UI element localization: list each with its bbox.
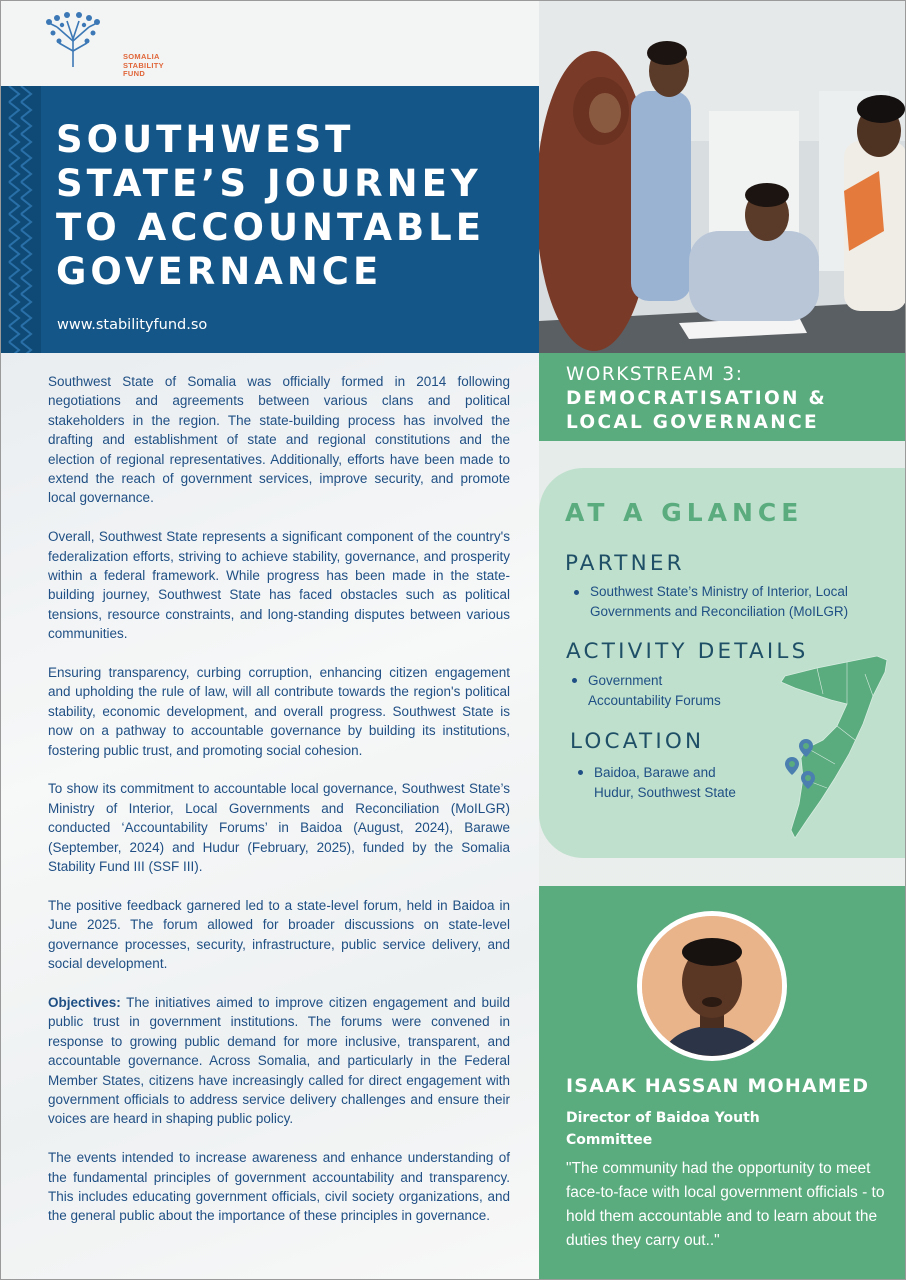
page-title: SOUTHWEST STATE’S JOURNEY TO ACCOUNTABLE GOVERNANCE [56,118,486,293]
paragraph: Overall, Southwest State represents a significant component of the country's federalization efforts, striving to achieve stability, governance, and prosperity within a federal framework. While progress has been made in the state-building journey, Southwest State has faced obstacles such as political tensions, resource constraints, and long-standing disputes between various communities. [48,529,510,642]
paragraph: The events intended to increase awareness and enhance understanding of the fundamental principles of government accountability and transparency. This includes educating government officials, civil society organizations, and the general public about the importance of these principles in governance. [48,1150,510,1224]
avatar [637,911,787,1061]
workstream-number: WORKSTREAM 3: [566,364,744,385]
objectives-label: Objectives: [48,994,121,1010]
profile-role: Director of Baidoa Youth Committee [566,1110,760,1148]
paragraph: Southwest State of Somalia was officially formed in 2014 following negotiations and agreements between various clans and political stakeholders in the region. The state-building process has involved the drafting and establishment of state and regional constitutions and the election of regional representatives. Additionally, efforts have been made to extend the reach of government services, improve security, and promote local governance. [48,374,510,506]
paragraph-objectives: Objectives: The initiatives aimed to improve citizen engagement and build public trust in government institutions. The forums were convened in response to growing public demand for more inclusive, transparent, and accountable governance. Across Somalia, and particularly in the Federal Member States, citizens have increasingly called for direct engagement with government officials to address service delivery challenges and ensure their voices are heard in shaping public policy. [48,994,510,1127]
somalia-stability-fund-logo [45,9,164,85]
paragraph: Ensuring transparency, curbing corruption, enhancing citizen engagement and upholding the rule of law, will all contribute towards the region's political stability, economic development, and overall progress. Southwest State is now on a pathway to accountable governance by building its institutions, fostering public trust, and promoting social cohesion. [48,665,510,758]
bullet-icon [578,770,583,775]
location-pin-icon [785,757,799,775]
people-meeting-illustration [539,1,906,353]
article-body [48,372,510,1245]
location-item: Baidoa, Barawe and Hudur, Southwest State [594,765,736,800]
paragraph: To show its commitment to accountable local governance, Southwest State’s Ministry of Interior, Local Governments and Reconciliation (MoILGR) conducted ‘Accountability Forums’ in Baidoa (August, 2024), Barawe (September, 2024) and Hudur (February, 2025), funded by the Somalia Stability Fund III (SSF III). [48,781,510,875]
title-banner [1,86,539,353]
profile-name: ISAAK HASSAN MOHAMED [566,1075,870,1097]
at-a-glance-title: AT A GLANCE [565,498,804,527]
zigzag-stripe [1,86,41,353]
somalia-map-icon [777,654,893,846]
at-a-glance-panel [539,468,906,858]
workstream-name-line2: LOCAL GOVERNANCE [566,412,819,433]
zigzag-pattern [1,86,41,353]
bullet-icon [574,590,579,595]
tree-logo-icon [45,9,115,71]
paragraph: The positive feedback garnered led to a state-level forum, held in Baidoa in June 2025. The forum allowed for broader discussions on state-level governance processes, security, infrastructure, public service delivery, and social development. [48,897,510,972]
profile-panel [539,886,906,1280]
website-url[interactable]: www.stabilityfund.so [57,317,208,333]
workstream-banner [539,353,906,441]
header-photo [539,1,906,353]
logo-text: SOMALIA STABILITY FUND [123,52,164,78]
partner-item: Southwest State’s Ministry of Interior, Local Governments and Reconciliation (MoILGR) [590,584,849,619]
activity-item: Government Accountability Forums [588,673,721,708]
bullet-icon [572,678,577,683]
profile-quote: "The community had the opportunity to meet face-to-face with local government officials - to hold them accountable and to learn about the duties they carry out.." [566,1160,885,1249]
activity-details-heading: ACTIVITY DETAILS [566,639,809,664]
person-portrait [642,916,782,1056]
partner-heading: PARTNER [565,551,685,576]
location-heading: LOCATION [570,729,705,754]
workstream-name-line1: DEMOCRATISATION & [566,388,827,409]
